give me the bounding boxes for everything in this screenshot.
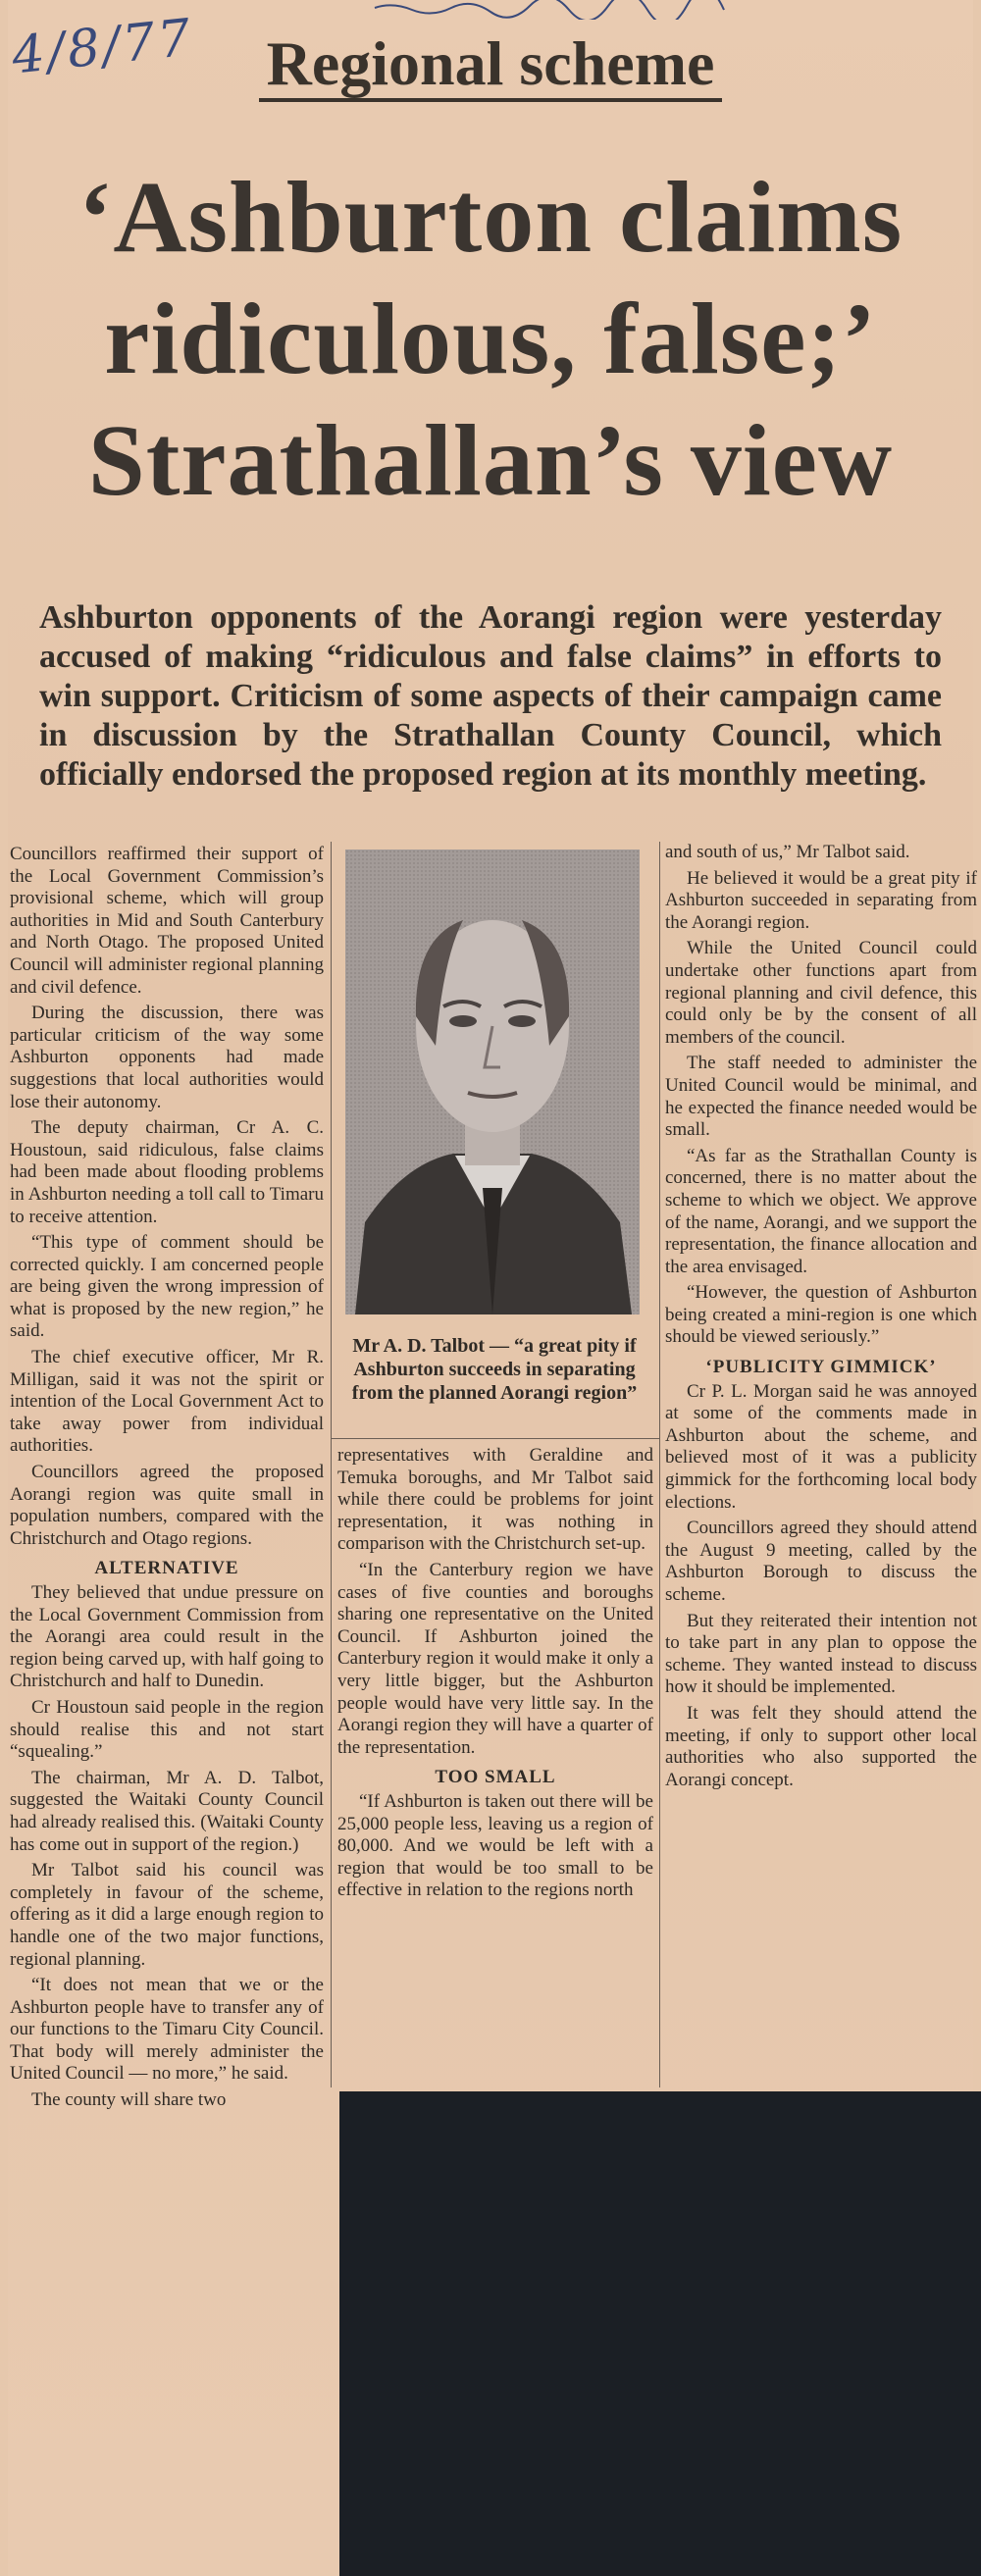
headline — [39, 157, 942, 522]
dark-background-area — [339, 2091, 981, 2576]
headline-line-3: Strathallan’s view — [87, 404, 894, 517]
col3-paragraph: Councillors agreed they should attend the August 9 meeting, called by the Ashburton Borough to discuss the scheme. — [665, 1518, 977, 1605]
kicker-text: Regional scheme — [259, 28, 723, 102]
col3-paragraph: But they reiterated their intention not to take part in any plan to oppose the scheme. They wanted instead to discuss how it should be implemented. — [665, 1610, 977, 1698]
handwritten-squiggle — [373, 0, 726, 20]
col3-paragraph: “However, the question of Ashburton being created a mini-region is one which should be viewed seriously.” — [665, 1282, 977, 1348]
col1-paragraph: Cr Houstoun said people in the region should realise this and not start “squealing.” — [10, 1696, 324, 1763]
column-1 — [10, 844, 324, 2116]
handwritten-date: 4/8/77 — [9, 8, 197, 86]
col1-paragraph: Councillors agreed the proposed Aorangi region was quite small in population numbers, compared with the Christchurch and Otago regions. — [10, 1462, 324, 1549]
col1-paragraph: “It does not mean that we or the Ashburton people have to transfer any of our functions to the Timaru City Council. That body will merely administer the United Council — no more,” he said. — [10, 1975, 324, 2085]
col1-paragraph: During the discussion, there was particular criticism of the way some Ashburton opponents had made suggestions that local authorities would lose their autonomy. — [10, 1003, 324, 1112]
col1-paragraph: Councillors reaffirmed their support of the Local Government Commission’s provisional scheme, which will group authorities in Mid and South Canterbury and North Otago. The proposed United Council will administer regional planning and civil defence. — [10, 844, 324, 998]
subheading-too-small: TOO SMALL — [435, 1767, 556, 1788]
col2-paragraph: “If Ashburton is taken out there will be 25,000 people less, leaving us a region of 80,000. And we would be left with a region that would be too small to be effective in relation to the regions north — [337, 1790, 653, 1901]
col2-paragraph: “In the Canterbury region we have cases of five counties and boroughs sharing one representative on the United Council. If Ashburton joined the Canterbury region it would make it only a very little bigger, but the Ashburton people would have very little say. In the Aorangi region they will have a quarter of the representation. — [337, 1559, 653, 1758]
photo-caption: Mr A. D. Talbot — “a great pity if Ashburton succeeds in separating from the planned Aorangi region” — [351, 1335, 638, 1404]
col3-paragraph: The staff needed to administer the United Council would be minimal, and he expected the finance needed would be small. — [665, 1053, 977, 1141]
portrait-figure-icon — [345, 850, 640, 1314]
subheading-publicity-gimmick: ‘PUBLICITY GIMMICK’ — [705, 1357, 937, 1378]
column-2 — [337, 1445, 653, 1906]
column-3 — [665, 842, 977, 1795]
col1-paragraph: The chairman, Mr A. D. Talbot, suggested the Waitaki County Council had already realised this. (Waitaki County has come out in support of the region.) — [10, 1767, 324, 1855]
col3-paragraph: Cr P. L. Morgan said he was annoyed at some of the comments made in Ashburton about the scheme, and believed most of it was a publicity gimmick for the forthcoming local body elections. — [665, 1380, 977, 1513]
col3-paragraph: While the United Council could undertake other functions apart from regional planning and civil defence, this could only be by the consent of all members of the council. — [665, 938, 977, 1048]
col3-paragraph: “As far as the Strathallan County is concerned, there is no matter about the scheme to which we object. We approve of the name, Aorangi, and we support the representation, the finance allocation and the area envisaged. — [665, 1145, 977, 1277]
col1-paragraph: They believed that undue pressure on the Local Government Commission from the Aorangi area could result in the region being carved up, with half going to Christchurch and half to Dunedin. — [10, 1582, 324, 1692]
headline-line-2: ridiculous, false;’ — [104, 283, 877, 395]
col1-paragraph: The county will share two — [31, 2089, 227, 2111]
col1-paragraph: Mr Talbot said his council was completely in favour of the scheme, offering as it did a large enough region to handle one of the two major functions, regional planning. — [10, 1860, 324, 1970]
col1-paragraph: The chief executive officer, Mr R. Milligan, said it was not the spirit or intention of the Local Government Act to take away power from individual authorities. — [10, 1347, 324, 1457]
col2-paragraph: representatives with Geraldine and Temuka boroughs, and Mr Talbot said while there could be problems for joint representation, it was nothing in comparison with the Christchurch set-up. — [337, 1445, 653, 1555]
portrait-photo — [345, 850, 640, 1314]
column-rule-2 — [659, 842, 660, 2087]
col3-paragraph: and south of us,” Mr Talbot said. — [665, 842, 910, 862]
col1-paragraph: “This type of comment should be corrected quickly. I am concerned people are being given the wrong impression of what is proposed by the new region,” he said. — [10, 1232, 324, 1342]
photo-bottom-rule — [332, 1438, 659, 1439]
col3-paragraph: It was felt they should attend the meeting, if only to support other local authorities who also supported the Aorangi concept. — [665, 1702, 977, 1790]
headline-line-1: ‘Ashburton claims — [77, 161, 904, 274]
intro-paragraph: Ashburton opponents of the Aorangi region were yesterday accused of making “ridiculous and false claims” in efforts to win support. Criticism of some aspects of their campaign came in discussion by the Strathallan County Council, which officially endorsed the proposed region at its monthly meeting. — [39, 599, 942, 793]
kicker-heading — [0, 27, 981, 100]
column-rule-1 — [331, 842, 332, 2087]
col3-paragraph: He believed it would be a great pity if Ashburton succeeded in separating from the Aorangi region. — [665, 867, 977, 933]
subheading-alternative: ALTERNATIVE — [94, 1558, 239, 1579]
col1-paragraph: The deputy chairman, Cr A. C. Houstoun, said ridiculous, false claims had been made about flooding problems in Ashburton needing a toll call to Timaru to receive attention. — [10, 1117, 324, 1227]
